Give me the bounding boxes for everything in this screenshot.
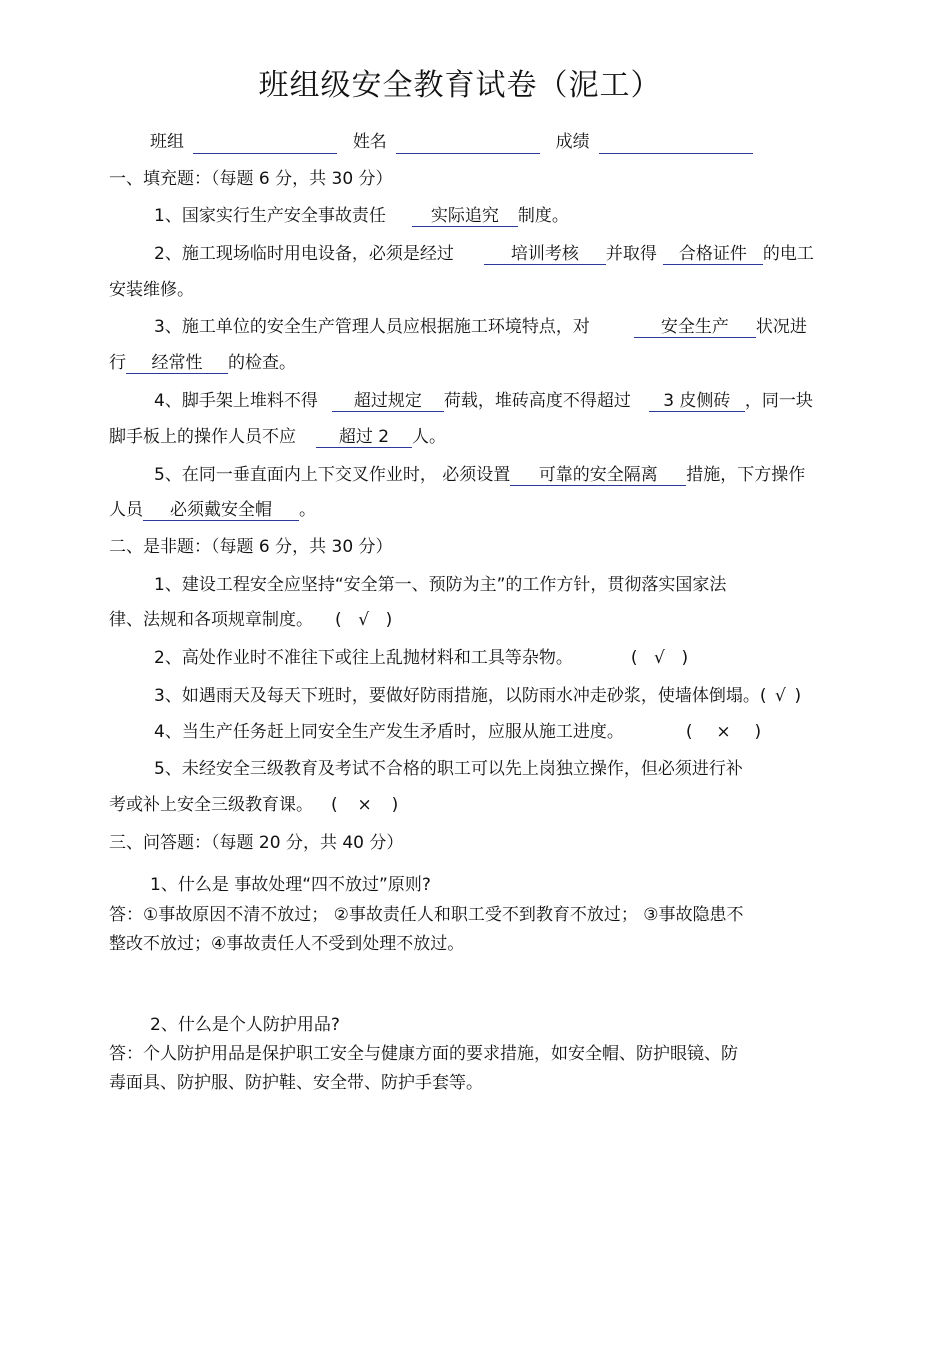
tf-q4-mark: × xyxy=(716,722,731,742)
q4-answer-2: 3 皮侧砖 xyxy=(649,391,745,412)
q5-text-end: 措施，下方操作 xyxy=(686,465,806,485)
q5-answer-2: 必须戴安全帽 xyxy=(143,500,299,521)
q2-text: 2、施工现场临时用电设备，必须是经过 xyxy=(154,244,454,264)
q4-line2-end: 人。 xyxy=(412,427,446,447)
q2-answer-2: 合格证件 xyxy=(663,244,763,265)
fill-question-4 xyxy=(154,390,813,412)
fill-question-2 xyxy=(154,243,814,265)
q2-answer-1: 培训考核 xyxy=(484,244,606,265)
tf-q1-text-end: 律、法规和各项规章制度。 xyxy=(109,610,313,630)
fill-question-5-line2 xyxy=(109,499,316,521)
name-label: 姓名 xyxy=(352,132,387,152)
q5-text: 5、在同一垂直面内上下交叉作业时， 必须设置 xyxy=(154,465,511,485)
q3-answer-2: 经常性 xyxy=(126,353,228,374)
fill-question-3 xyxy=(154,316,807,338)
tf-question-5: 5、未经安全三级教育及考试不合格的职工可以先上岗独立操作，但必须进行补 xyxy=(154,759,743,779)
qa-question-1: 1、什么是 事故处理“四不放过”原则? xyxy=(150,875,431,895)
tf-question-3: 3、如遇雨天及每天下班时，要做好防雨措施，以防雨水冲走砂浆，使墙体倒塌。( √ ) xyxy=(154,686,802,706)
section-3-heading: 三、问答题：（每题 20 分，共 40 分） xyxy=(109,833,404,853)
q2-text-mid: 并取得 xyxy=(605,244,657,264)
score-label: 成绩 xyxy=(555,132,590,152)
tf-q1-mark: √ xyxy=(358,610,370,630)
q4-text-mid: 荷载，堆砖高度不得超过 xyxy=(443,391,631,411)
q3-answer-1: 安全生产 xyxy=(634,317,756,338)
q4-text-end: ，同一块 xyxy=(744,391,813,411)
fill-question-2-line2: 安装维修。 xyxy=(109,280,194,300)
tf-q4-text: 4、当生产任务赶上同安全生产发生矛盾时，应服从施工进度。 xyxy=(154,722,624,742)
q3-text: 3、施工单位的安全生产管理人员应根据施工环境特点，对 xyxy=(154,317,590,337)
qa-answer-1-line1: 答：①事故原因不清不放过； ②事故责任人和职工受不到教育不放过； ③事故隐患不 xyxy=(109,905,744,925)
fill-question-4-line2 xyxy=(109,426,446,448)
tf-question-5-line2: 考或补上安全三级教育课。 ( × ) xyxy=(109,795,399,815)
tf-question-4: 4、当生产任务赶上同安全生产发生矛盾时，应服从施工进度。 ( × ) xyxy=(154,722,762,742)
q5-line2-end: 。 xyxy=(299,500,316,520)
header-fields xyxy=(150,131,753,154)
q4-line2-start: 脚手板上的操作人员不应 xyxy=(109,427,296,447)
q1-text: 1、国家实行生产安全事故责任 xyxy=(154,206,386,226)
qa-question-2: 2、什么是个人防护用品? xyxy=(150,1015,340,1035)
fill-question-1 xyxy=(154,205,569,227)
tf-q3-text: 3、如遇雨天及每天下班时，要做好防雨措施，以防雨水冲走砂浆，使墙体倒塌。 xyxy=(154,686,760,706)
class-label: 班组 xyxy=(150,132,184,152)
tf-question-1-line2: 律、法规和各项规章制度。 ( √ ) xyxy=(109,610,393,630)
tf-question-1: 1、建设工程安全应坚持“安全第一、预防为主”的工作方针，贯彻落实国家法 xyxy=(154,575,727,595)
qa-answer-1-line2: 整改不放过；④事故责任人不受到处理不放过。 xyxy=(109,934,465,954)
qa-answer-2-line1: 答：个人防护用品是保护职工安全与健康方面的要求措施，如安全帽、防护眼镜、防 xyxy=(109,1044,738,1064)
tf-q5-mark: × xyxy=(357,795,372,815)
q5-line2-start: 人员 xyxy=(109,500,143,520)
q4-answer-1: 超过规定 xyxy=(332,391,444,412)
tf-q2-mark: √ xyxy=(654,648,665,668)
q3-text-end: 状况进 xyxy=(755,317,807,337)
name-field[interactable] xyxy=(396,131,540,154)
qa-answer-2-line2: 毒面具、防护服、防护鞋、安全带、防护手套等。 xyxy=(109,1073,483,1093)
score-field[interactable] xyxy=(599,131,753,154)
q3-line2-end: 的检查。 xyxy=(228,353,296,373)
q4-answer-3: 超过 2 xyxy=(316,427,412,448)
class-field[interactable] xyxy=(193,131,337,154)
q1-text-end: 制度。 xyxy=(517,206,569,226)
q1-answer: 实际追究 xyxy=(412,206,518,227)
q5-answer-1: 可靠的安全隔离 xyxy=(510,465,686,486)
section-1-heading: 一、填充题：（每题 6 分，共 30 分） xyxy=(109,169,393,189)
tf-q2-text: 2、高处作业时不准往下或往上乱抛材料和工具等杂物。 xyxy=(154,648,573,668)
fill-question-3-line2 xyxy=(109,352,296,374)
fill-question-5 xyxy=(154,464,805,486)
tf-q5-text-end: 考或补上安全三级教育课。 xyxy=(109,795,313,815)
page-title: 班组级安全教育试卷（泥工） xyxy=(258,68,662,103)
q4-text: 4、脚手架上堆料不得 xyxy=(154,391,318,411)
section-2-heading: 二、是非题：（每题 6 分，共 30 分） xyxy=(109,537,393,557)
q2-text-end: 的电工 xyxy=(762,244,814,264)
tf-q3-mark: √ xyxy=(775,686,786,706)
tf-question-2: 2、高处作业时不准往下或往上乱抛材料和工具等杂物。 ( √ ) xyxy=(154,648,689,668)
q3-line2-start: 行 xyxy=(109,353,126,373)
